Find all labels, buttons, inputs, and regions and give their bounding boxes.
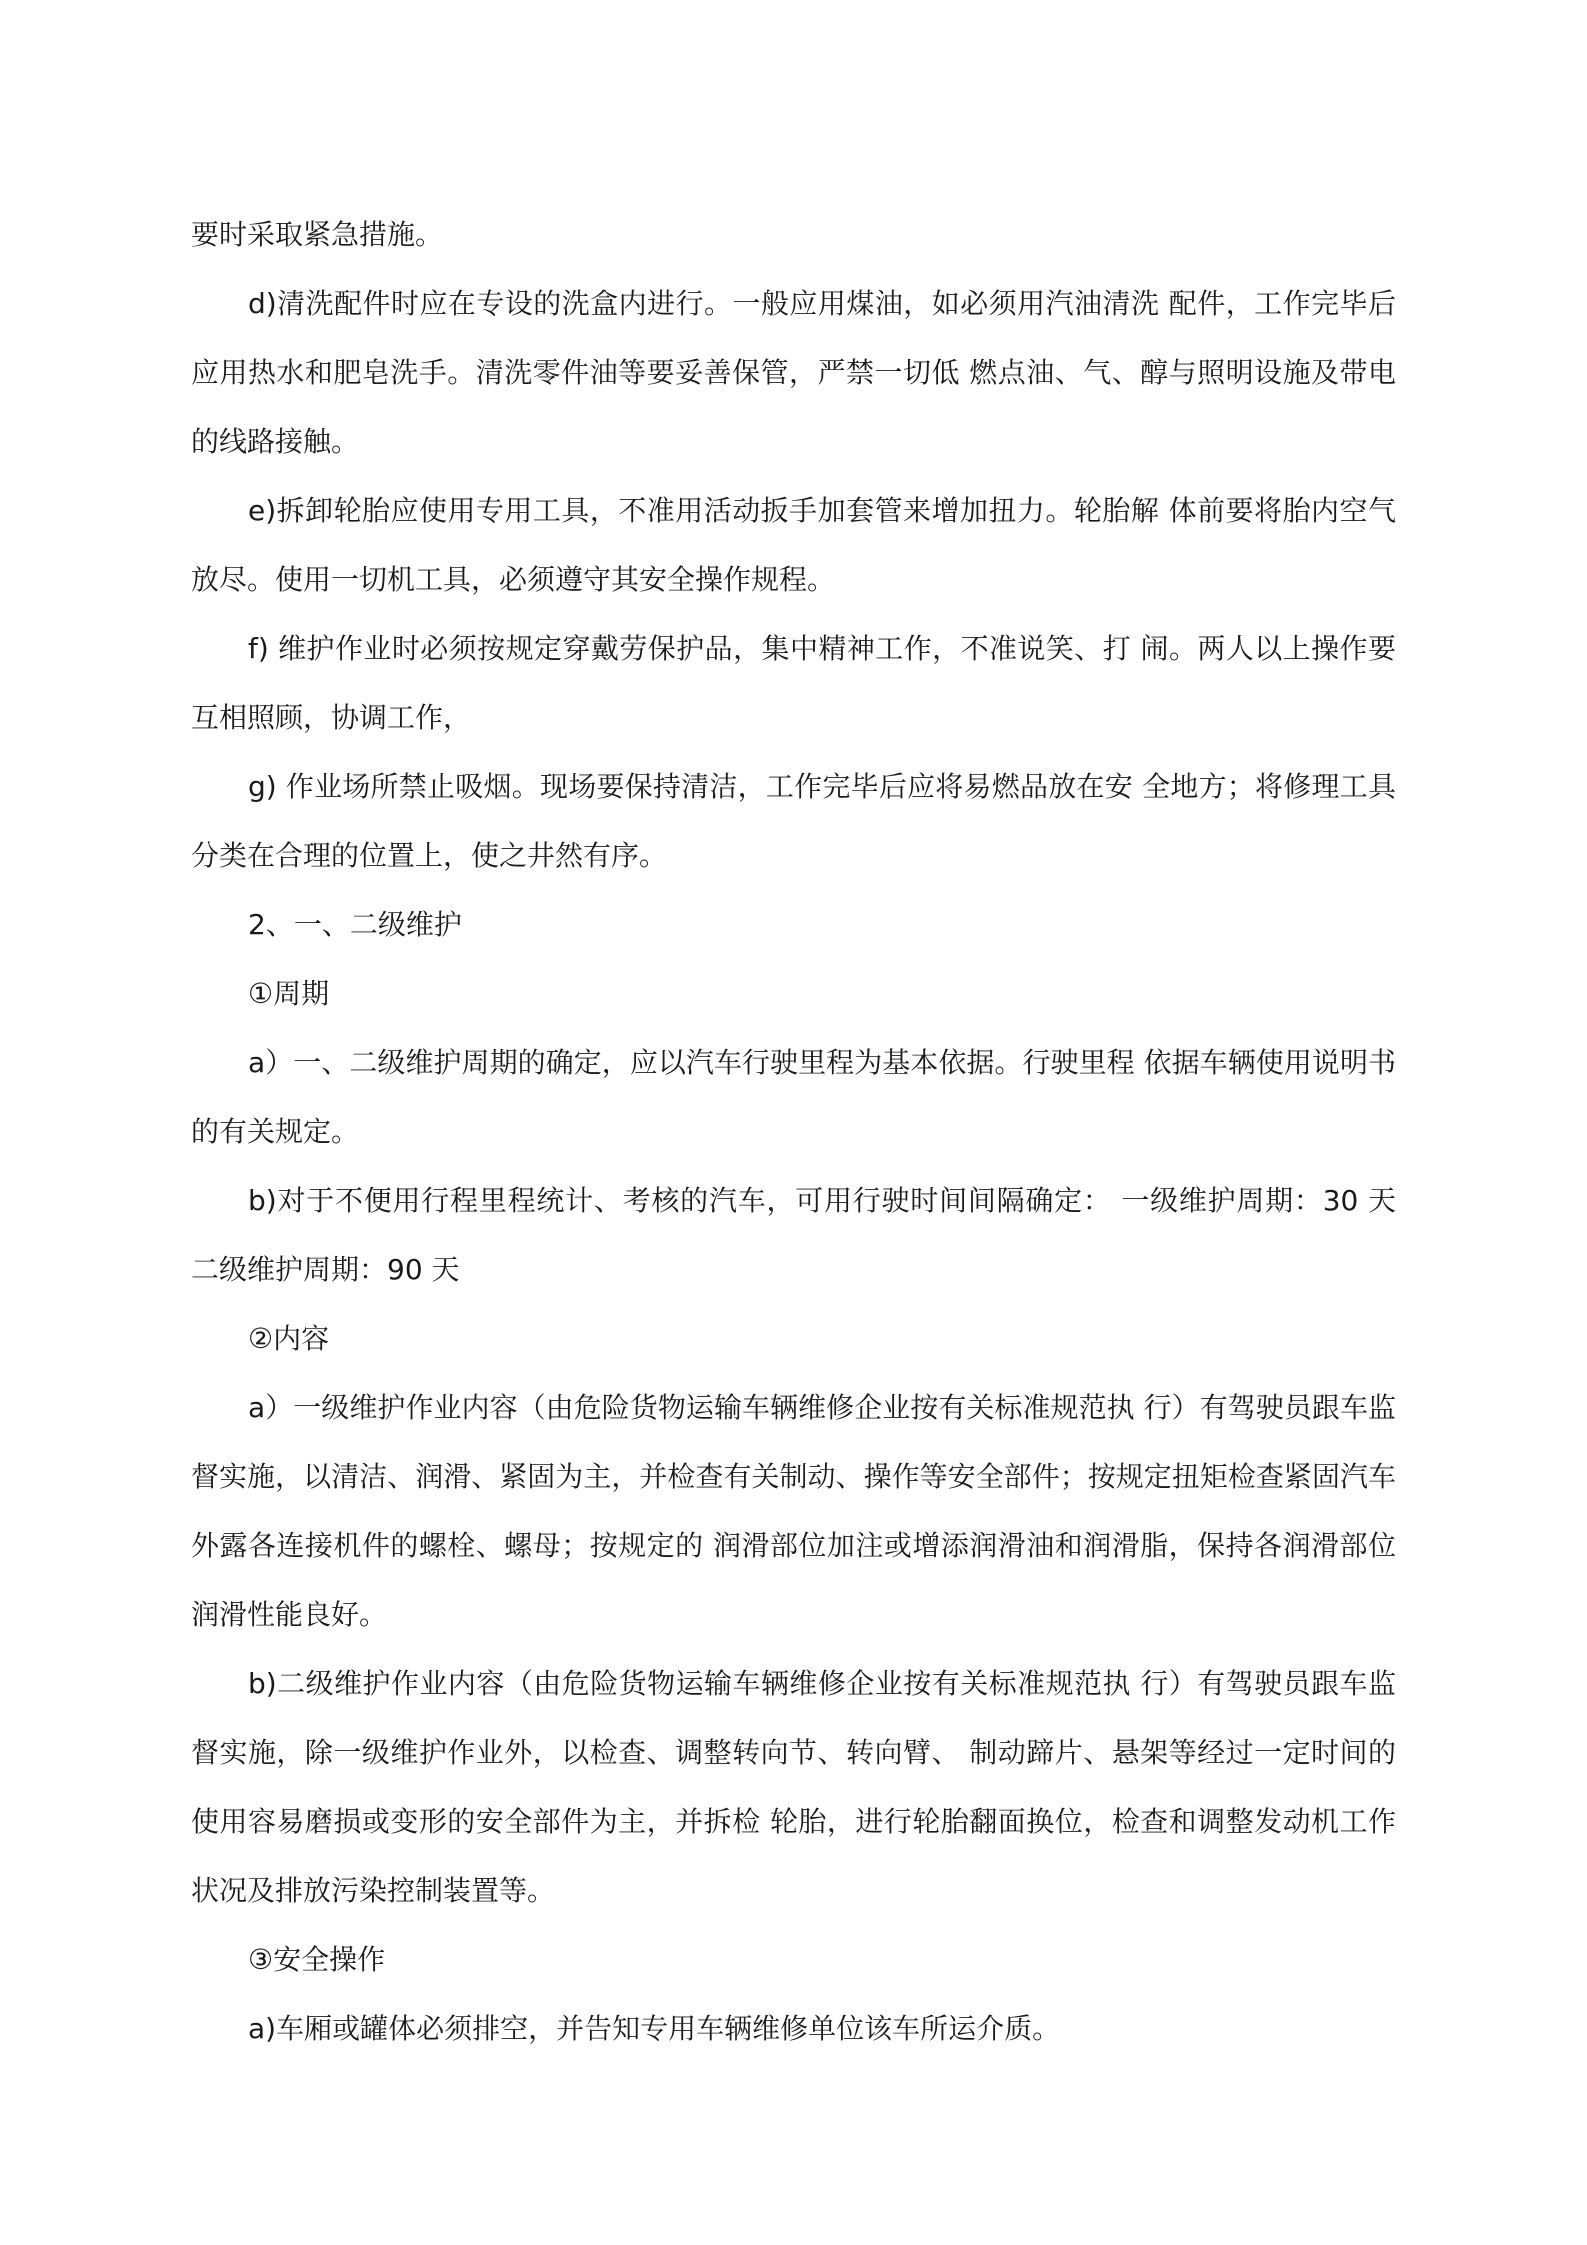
paragraph-continuation: 要时采取紧急措施。 — [191, 218, 444, 251]
paragraph-content-b: b)二级维护作业内容（由危险货物运输车辆维修企业按有关标准规范执 行）有驾驶员跟车监督实施，除一级维护作业外，以检查、调整转向节、转向臂、 制动蹄片、悬架等经过一定时间的使用容易磨损或变形的安全部件为主，并拆检 轮胎，进行轮胎翻面换位，检查和调整发动机工作状况及排放污染控制装置等。 — [191, 1667, 1396, 1907]
paragraph-item-f: f) 维护作业时必须按规定穿戴劳保护品，集中精神工作，不准说笑、打 闹。两人以上操作要互相照顾，协调工作， — [191, 632, 1396, 734]
document-body — [191, 200, 1396, 2063]
paragraph-item-e: e)拆卸轮胎应使用专用工具，不准用活动扳手加套管来增加扭力。轮胎解 体前要将胎内空气放尽。使用一切机工具，必须遵守其安全操作规程。 — [191, 494, 1396, 596]
subheading-content: ②内容 — [248, 1322, 330, 1355]
paragraph-item-g: g) 作业场所禁止吸烟。现场要保持清洁，工作完毕后应将易燃品放在安 全地方；将修理工具分类在合理的位置上，使之井然有序。 — [191, 770, 1396, 872]
paragraph-content-a: a）一级维护作业内容（由危险货物运输车辆维修企业按有关标准规范执 行）有驾驶员跟车监督实施，以清洁、润滑、紧固为主，并检查有关制动、操作等安全部件；按规定扭矩检查紧固汽车外露各连接机件的螺栓、螺母；按规定的 润滑部位加注或增添润滑油和润滑脂，保持各润滑部位润滑性能良好。 — [191, 1391, 1396, 1631]
subheading-period: ①周期 — [248, 977, 330, 1010]
subheading-safety: ③安全操作 — [248, 1943, 386, 1976]
paragraph-item-d: d)清洗配件时应在专设的洗盒内进行。一般应用煤油，如必须用汽油清洗 配件，工作完毕后应用热水和肥皂洗手。清洗零件油等要妥善保管，严禁一切低 燃点油、气、醇与照明设施及带电的线路接触。 — [191, 287, 1396, 458]
section-heading-maintenance: 2、一、二级维护 — [248, 908, 462, 941]
paragraph-period-b: b)对于不便用行程里程统计、考核的汽车，可用行驶时间间隔确定： 一级维护周期：30 天 二级维护周期：90 天 — [191, 1184, 1396, 1286]
paragraph-safety-a: a)车厢或罐体必须排空，并告知专用车辆维修单位该车所运介质。 — [248, 2012, 1061, 2045]
paragraph-period-a: a）一、二级维护周期的确定，应以汽车行驶里程为基本依据。行驶里程 依据车辆使用说明书的有关规定。 — [191, 1046, 1396, 1148]
